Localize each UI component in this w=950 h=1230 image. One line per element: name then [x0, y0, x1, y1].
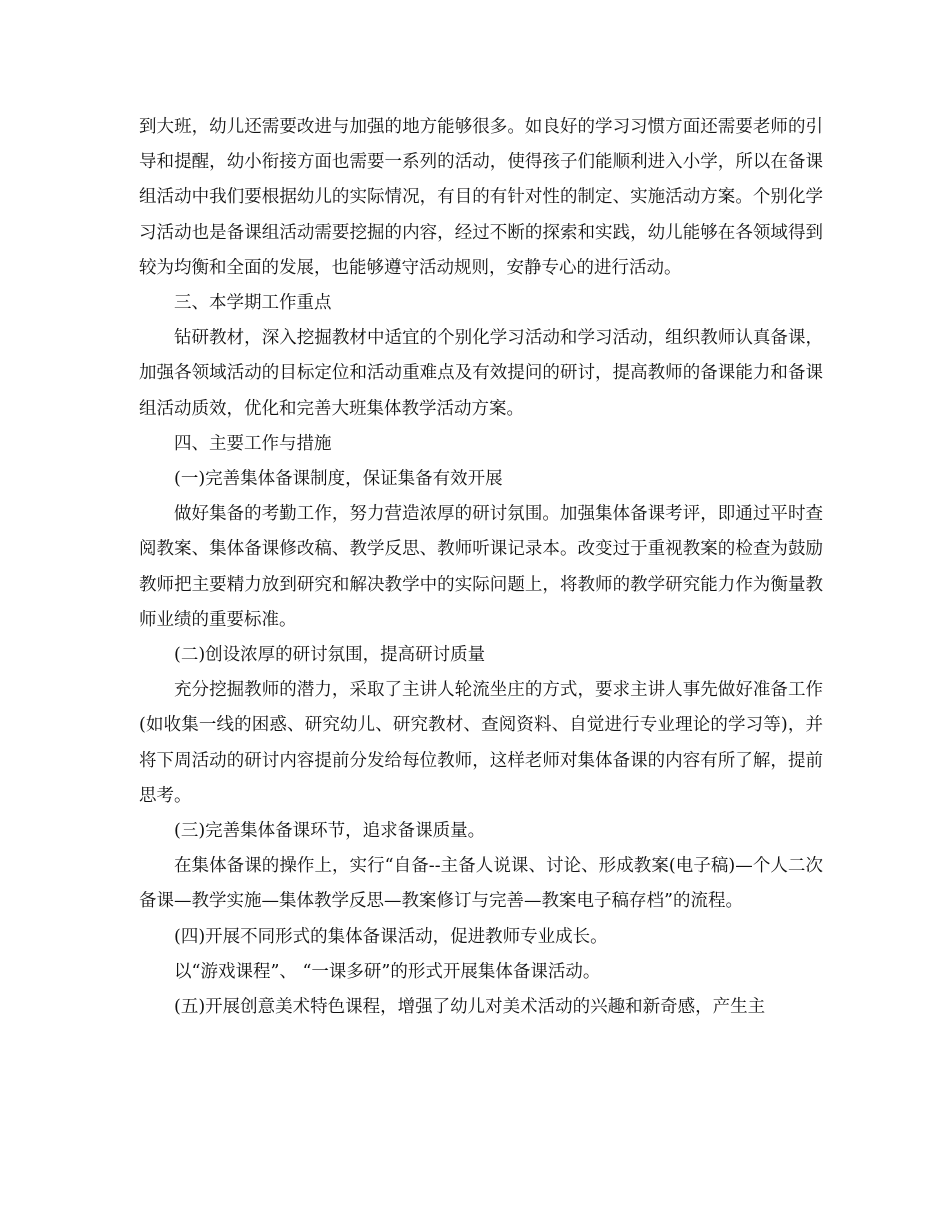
subheading-various-forms: (四)开展不同形式的集体备课活动，促进教师专业成长。: [174, 926, 608, 947]
paragraph-creative-art: (五)开展创意美术特色课程，增强了幼儿对美术活动的兴趣和新奇感，产生主: [174, 997, 766, 1018]
paragraph-collective-prep-system: 做好集备的考勤工作，努力营造浓厚的研讨氛围。加强集体备课考评，即通过平时查阅教案、集体备课修改稿、教学反思、教师听课记录本。改变过于重视教案的检查为鼓励教师把主要精力放到研究和解决教学中的实际问题上，将教师的教学研究能力作为衡量教师业绩的重要标准。: [139, 504, 823, 630]
subheading-collective-prep-system: (一)完善集体备课制度，保证集备有效开展: [174, 469, 503, 490]
paragraph-semester-focus: 钻研教材，深入挖掘教材中适宜的个别化学习活动和学习活动，组织教师认真备课，加强各领域活动的目标定位和活动重难点及有效提问的研讨，提高教师的备课能力和备课组活动质效，优化和完善大班集体教学活动方案。: [139, 328, 823, 419]
paragraph-intro-continuation: 到大班，幼儿还需要改进与加强的地方能够很多。如良好的学习习惯方面还需要老师的引导和提醒，幼小衔接方面也需要一系列的活动，使得孩子们能顺利进入小学，所以在备课组活动中我们要根据幼儿的实际情况，有目的有针对性的制定、实施活动方案。个别化学习活动也是备课组活动需要挖掘的内容，经过不断的探索和实践，幼儿能够在各领域得到较为均衡和全面的发展，也能够遵守活动规则，安静专心的进行活动。: [139, 117, 823, 278]
section-heading-main-work: 四、主要工作与措施: [174, 433, 332, 454]
section-heading-semester-focus: 三、本学期工作重点: [174, 293, 332, 314]
paragraph-various-forms: 以“游戏课程”、 “一课多研”的形式开展集体备课活动。: [174, 961, 601, 982]
paragraph-prep-process: 在集体备课的操作上，实行“自备--主备人说课、讨论、形成教案(电子稿)—个人二次备课—教学实施—集体教学反思—教案修订与完善—教案电子稿存档”的流程。: [139, 856, 823, 912]
document-body: [139, 110, 823, 1025]
paragraph-research-atmosphere: 充分挖掘教师的潜力，采取了主讲人轮流坐庄的方式，要求主讲人事先做好准备工作(如收集一线的困惑、研究幼儿、研究教材、查阅资料、自觉进行专业理论的学习等)，并将下周活动的研讨内容提前分发给每位教师，这样老师对集体备课的内容有所了解，提前思考。: [139, 680, 823, 806]
subheading-prep-process: (三)完善集体备课环节，追求备课质量。: [174, 821, 486, 842]
subheading-research-atmosphere: (二)创设浓厚的研讨氛围，提高研讨质量: [174, 645, 486, 666]
